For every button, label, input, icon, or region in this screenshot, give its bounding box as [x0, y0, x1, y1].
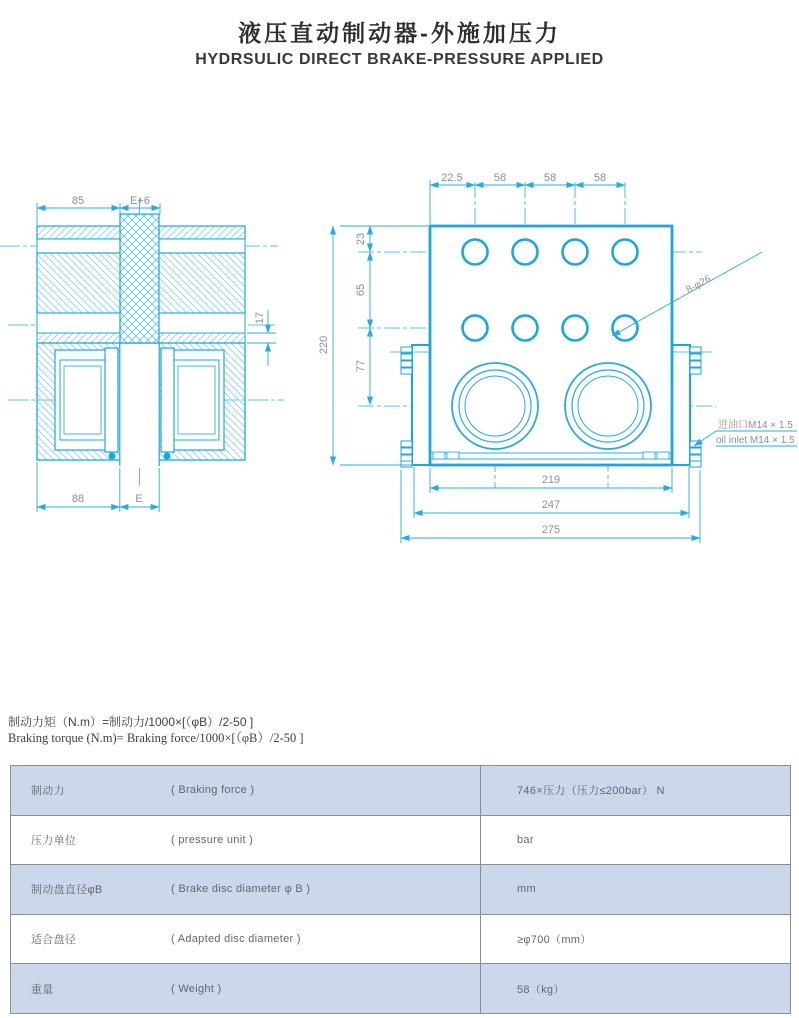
page-subtitle: HYDRSULIC DIRECT BRAKE-PRESSURE APPLIED	[195, 51, 604, 68]
row-value: bar	[517, 833, 534, 846]
dim-23-label: 23	[355, 232, 367, 246]
row-label-en: ( Brake disc diameter φ B )	[171, 883, 311, 896]
table-row	[11, 915, 790, 965]
oil-inlet-label-en: oil inlet M14 × 1.5	[716, 435, 795, 446]
dim-65-label: 65	[355, 283, 367, 297]
row-value: 746×压力（压力≤200bar） N	[517, 785, 665, 798]
table-row	[11, 964, 790, 1013]
table-row	[11, 816, 790, 866]
row-label-cn: 压力单位	[31, 834, 77, 847]
row-label-en: ( Braking force )	[171, 784, 255, 797]
row-label-en: ( Weight )	[171, 982, 222, 995]
row-value: ≥φ700（mm）	[517, 934, 592, 947]
dim-58-label: 58	[593, 172, 607, 184]
table-row	[11, 766, 790, 816]
dim-275-label: 275	[541, 524, 561, 536]
row-label-cn: 适合盘径	[31, 934, 77, 947]
seal-dot	[164, 453, 171, 460]
left-section-view	[0, 195, 284, 512]
dim-58-label: 58	[543, 172, 557, 184]
dim-85-label: 85	[71, 195, 85, 207]
row-label-cn: 制动力	[31, 785, 65, 798]
row-label-cn: 重量	[31, 983, 54, 996]
dim-220-label: 220	[318, 335, 330, 355]
seal-dot	[109, 453, 116, 460]
row-label-cn: 制动盘直径φB	[31, 884, 103, 897]
page-title: 液压直动制动器-外施加压力	[238, 20, 561, 46]
row-value: mm	[517, 883, 536, 896]
row-value: 58（kg）	[517, 983, 565, 996]
dim-e6-label: E+6	[130, 195, 150, 207]
dim-e-label: E	[135, 493, 143, 505]
right-front-view	[318, 172, 797, 543]
spec-table	[10, 765, 791, 1014]
formula-line-cn: 制动力矩（N.m）=制动力/1000×[（φB）/2-50 ]	[8, 715, 254, 729]
braking-torque-formula	[8, 714, 304, 747]
oil-inlet-label-cn: 进油口M14 × 1.5	[718, 420, 793, 431]
dim-77-label: 77	[355, 359, 367, 373]
dim-22-5-label: 22.5	[441, 172, 463, 184]
row-label-en: ( pressure unit )	[171, 833, 254, 846]
dim-247-label: 247	[541, 499, 561, 511]
dim-88-label: 88	[71, 493, 85, 505]
row-label-en: ( Adapted disc diameter )	[171, 933, 301, 946]
formula-line-en: Braking torque (N.m)= Braking force/1000×[（φB）/2-50 ]	[8, 731, 304, 746]
dim-219-label: 219	[541, 474, 561, 486]
table-row	[11, 865, 790, 915]
dim-58-label: 58	[493, 172, 507, 184]
dim-17-label: 17	[254, 311, 266, 325]
hole-count-label: 8-φ26	[684, 273, 714, 297]
